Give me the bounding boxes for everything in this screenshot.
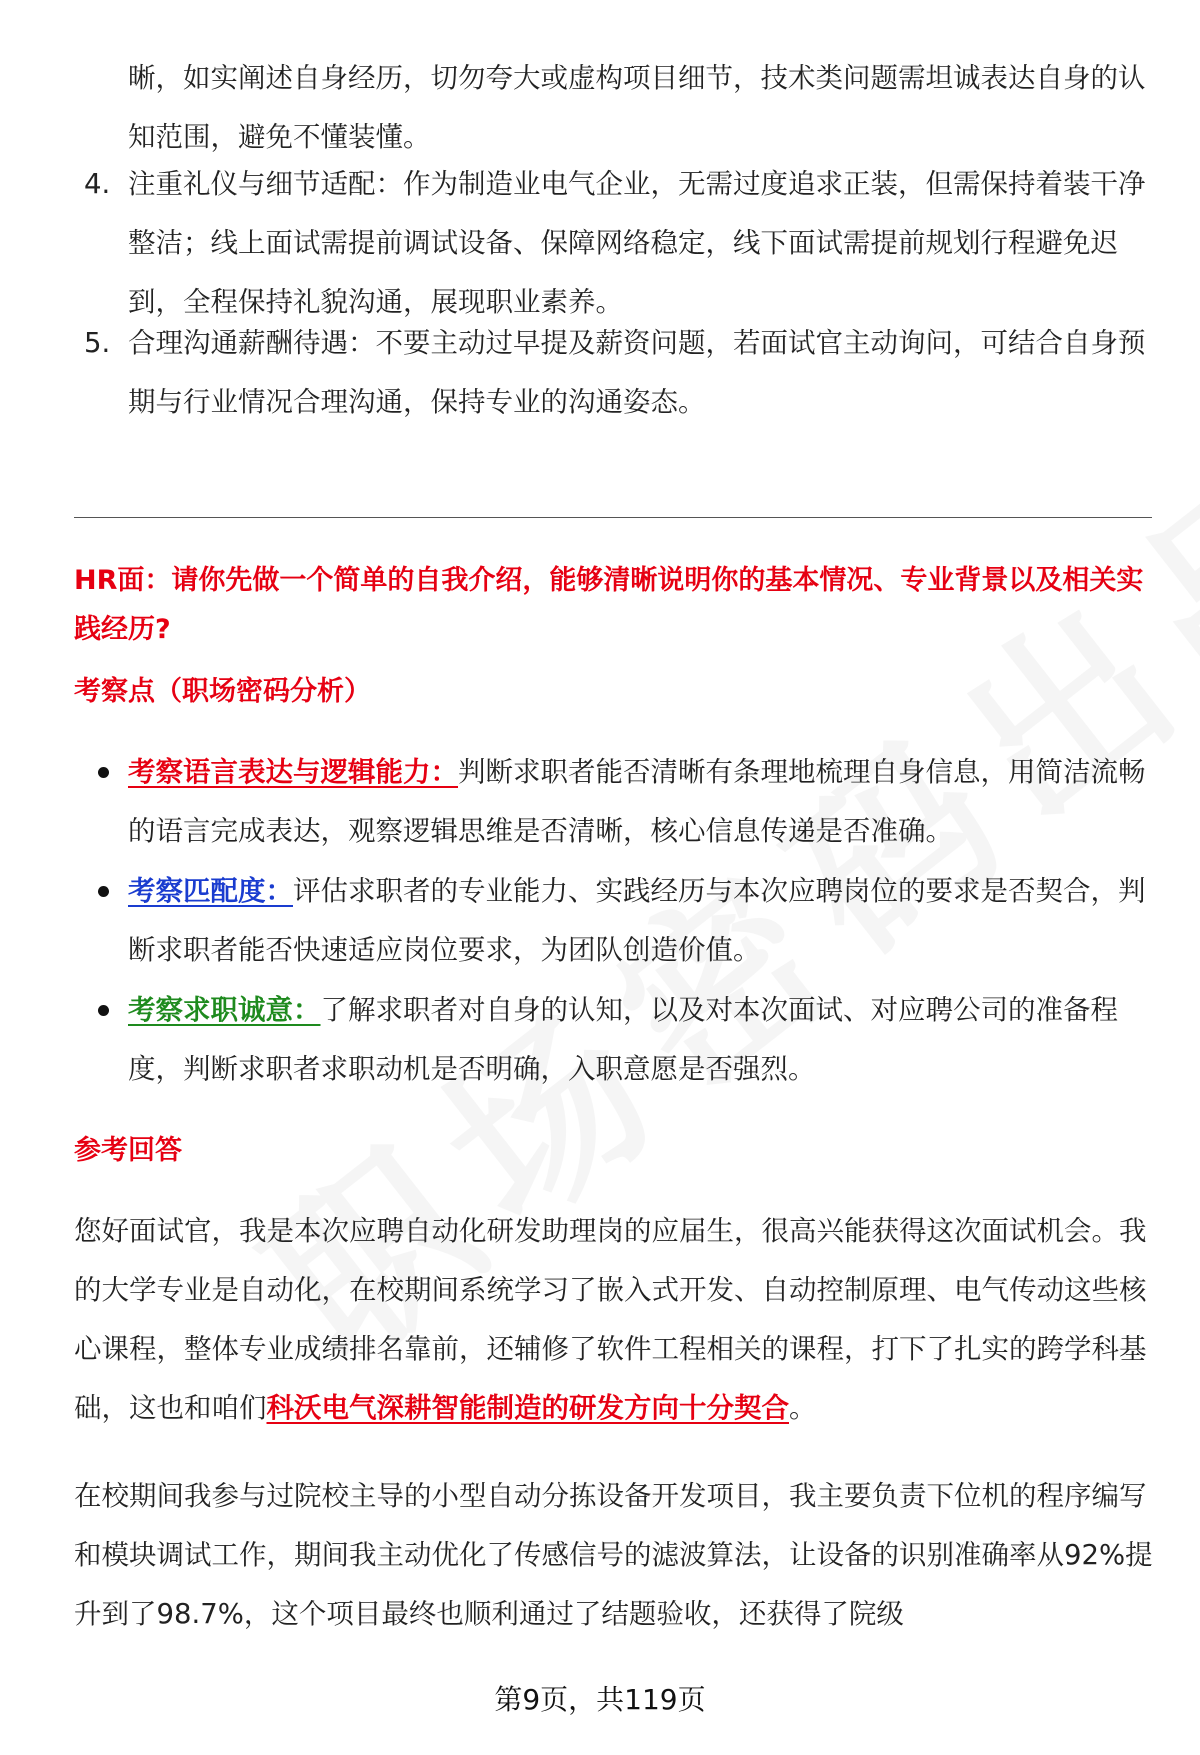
bullet-item-match	[84, 862, 1148, 980]
answer-highlight: 科沃电气深耕智能制造的研发方向十分契合	[266, 1392, 789, 1424]
item-number: 4.	[84, 168, 111, 200]
bullet-dot-icon	[98, 1005, 109, 1016]
bullet-item-sincerity	[84, 981, 1148, 1099]
analysis-title: 考察点（职场密码分析）	[74, 676, 371, 707]
numbered-item-5	[84, 314, 1148, 432]
bullet-keyword: 考察语言表达与逻辑能力：	[128, 756, 458, 788]
item-text: 注重礼仪与细节适配：作为制造业电气企业，无需过度追求正装，但需保持着装干净整洁；线上面试需提前调试设备、保障网络稳定，线下面试需提前规划行程避免迟到，全程保持礼貌沟通，展现职业素养。	[128, 168, 1146, 318]
answer-text-end: 。	[789, 1392, 817, 1424]
bullet-dot-icon	[98, 767, 109, 778]
numbered-item-4	[84, 155, 1148, 332]
interview-question: HR面：请你先做一个简单的自我介绍，能够清晰说明你的基本情况、专业背景以及相关实践经历?	[74, 565, 1144, 645]
bullet-item-language	[84, 743, 1148, 861]
answer-paragraph-1	[74, 1202, 1154, 1438]
page-number: 第9页，共119页	[494, 1683, 706, 1716]
bullet-text: 了解求职者对自身的认知，以及对本次面试、对应聘公司的准备程度，判断求职者求职动机是否明确，入职意愿是否强烈。	[128, 994, 1118, 1085]
answer-text: 您好面试官，我是本次应聘自动化研发助理岗的应届生，很高兴能获得这次面试机会。我的大学专业是自动化，在校期间系统学习了嵌入式开发、自动控制原理、电气传动这些核心课程，整体专业成绩排名靠前，还辅修了软件工程相关的课程，打下了扎实的跨学科基础，这也和咱们	[74, 1215, 1147, 1424]
bullet-keyword: 考察求职诚意：	[128, 994, 321, 1026]
item-number: 5.	[84, 327, 111, 359]
continuation-text: 晰，如实阐述自身经历，切勿夸大或虚构项目细节，技术类问题需坦诚表达自身的认知范围，避免不懂装懂。	[128, 62, 1146, 153]
answer-paragraph-2: 在校期间我参与过院校主导的小型自动分拣设备开发项目，我主要负责下位机的程序编写和模块调试工作，期间我主动优化了传感信号的滤波算法，让设备的识别准确率从92%提升到了98.7%，这个项目最终也顺利通过了结题验收，还获得了院级	[74, 1480, 1153, 1630]
item-text: 合理沟通薪酬待遇：不要主动过早提及薪资问题，若面试官主动询问，可结合自身预期与行业情况合理沟通，保持专业的沟通姿态。	[128, 327, 1146, 418]
section-divider	[74, 517, 1152, 518]
bullet-text: 评估求职者的专业能力、实践经历与本次应聘岗位的要求是否契合，判断求职者能否快速适应岗位要求，为团队创造价值。	[128, 875, 1146, 966]
answer-title: 参考回答	[74, 1135, 182, 1166]
bullet-dot-icon	[98, 886, 109, 897]
bullet-keyword: 考察匹配度：	[128, 875, 293, 907]
bullet-text: 判断求职者能否清晰有条理地梳理自身信息，用简洁流畅的语言完成表达，观察逻辑思维是否清晰，核心信息传递是否准确。	[128, 756, 1146, 847]
